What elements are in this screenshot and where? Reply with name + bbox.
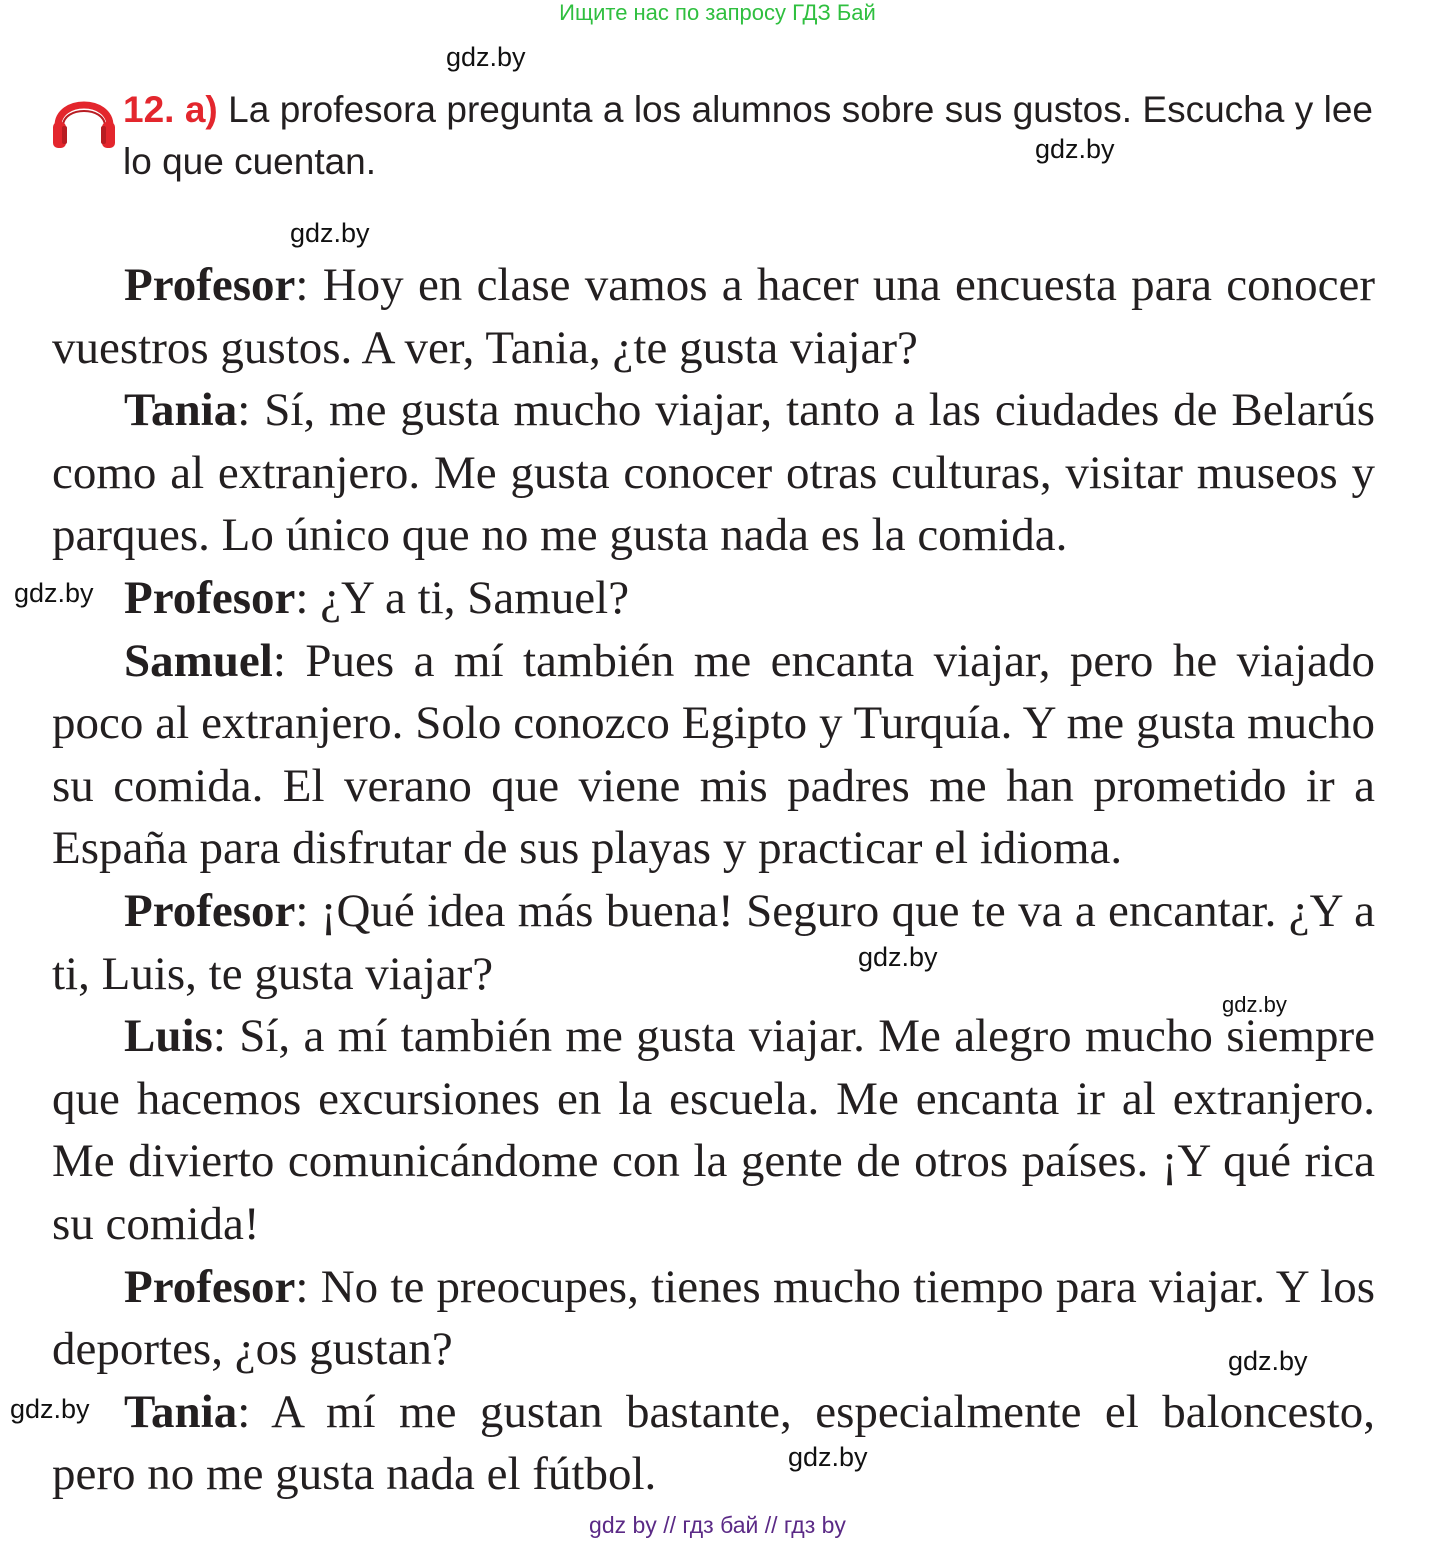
watermark: gdz.by: [290, 218, 370, 248]
dialogue-turn: [52, 1256, 1375, 1381]
speech-text: : Pues a mí también me encanta viajar, pero he viajado poco al extranjero. Solo conozco Egipto y Turquía. Y me gusta mucho su comida. El verano que viene mis padres me han prometido ir a España para disfrutar de sus playas y practicar el idioma.: [52, 634, 1375, 875]
watermark: gdz.by: [1228, 1346, 1308, 1376]
watermark: gdz.by: [1222, 992, 1287, 1017]
dialogue-turn: [52, 1005, 1375, 1255]
dialogue-turn: [52, 880, 1375, 1005]
speaker-name: Luis: [124, 1010, 213, 1063]
dialogue: [52, 254, 1375, 1506]
task-instruction: La profesora pregunta a los alumnos sobre sus gustos. Escucha y lee lo que cuentan.: [123, 89, 1373, 182]
watermark: gdz.by: [1035, 134, 1115, 164]
dialogue-turn: [52, 630, 1375, 880]
speech-text: : ¿Y a ti, Samuel?: [295, 571, 630, 624]
speech-text: : A mí me gustan bastante, especialmente el baloncesto, pero no me gusta nada el fútbol.: [52, 1385, 1375, 1501]
task-number: 12. а): [123, 89, 218, 130]
footer-links[interactable]: gdz by // гдз бай // гдз by: [589, 1512, 846, 1538]
dialogue-turn: [52, 379, 1375, 567]
speaker-name: Profesor: [124, 884, 296, 937]
speaker-name: Profesor: [124, 571, 296, 624]
speech-text: : ¡Qué idea más buena! Seguro que te va a encantar. ¿Y a ti, Luis, te gusta viajar?: [52, 884, 1375, 1000]
watermark: gdz.by: [788, 1442, 868, 1472]
speaker-name: Tania: [124, 384, 238, 437]
speech-text: : No te preocupes, tienes mucho tiempo para viajar. Y los deportes, ¿os gustan?: [52, 1260, 1375, 1376]
dialogue-turn: [52, 254, 1375, 379]
top-banner: Ищите нас по запросу ГДЗ Бай: [559, 0, 876, 25]
speech-text: : Hoy en clase vamos a hacer una encuesta para conocer vuestros gustos. A ver, Tania, ¿te gusta viajar?: [52, 259, 1375, 374]
headphones-icon[interactable]: [50, 88, 118, 152]
dialogue-turn: [52, 567, 1375, 630]
watermark: gdz.by: [14, 578, 94, 608]
speaker-name: Profesor: [124, 1260, 296, 1313]
dialogue-turn: [52, 1381, 1375, 1506]
watermark: gdz.by: [858, 942, 938, 972]
speaker-name: Tania: [124, 1385, 238, 1438]
watermark: gdz.by: [10, 1394, 90, 1424]
watermark: gdz.by: [446, 42, 526, 72]
speaker-name: Profesor: [124, 259, 296, 311]
speech-text: : Sí, a mí también me gusta viajar. Me alegro mucho siempre que hacemos excursiones en la escuela. Me encanta ir al extranjero. Me divierto comunicándome con la gente de otros países. ¡Y qué rica su comida!: [52, 1010, 1375, 1250]
speaker-name: Samuel: [124, 634, 273, 687]
speech-text: : Sí, me gusta mucho viajar, tanto a las ciudades de Belarús como al extranjero. Me gusta conocer otras culturas, visitar museos y parques. Lo único que no me gusta nada es la comida.: [52, 384, 1375, 562]
task-header: [123, 84, 1373, 188]
